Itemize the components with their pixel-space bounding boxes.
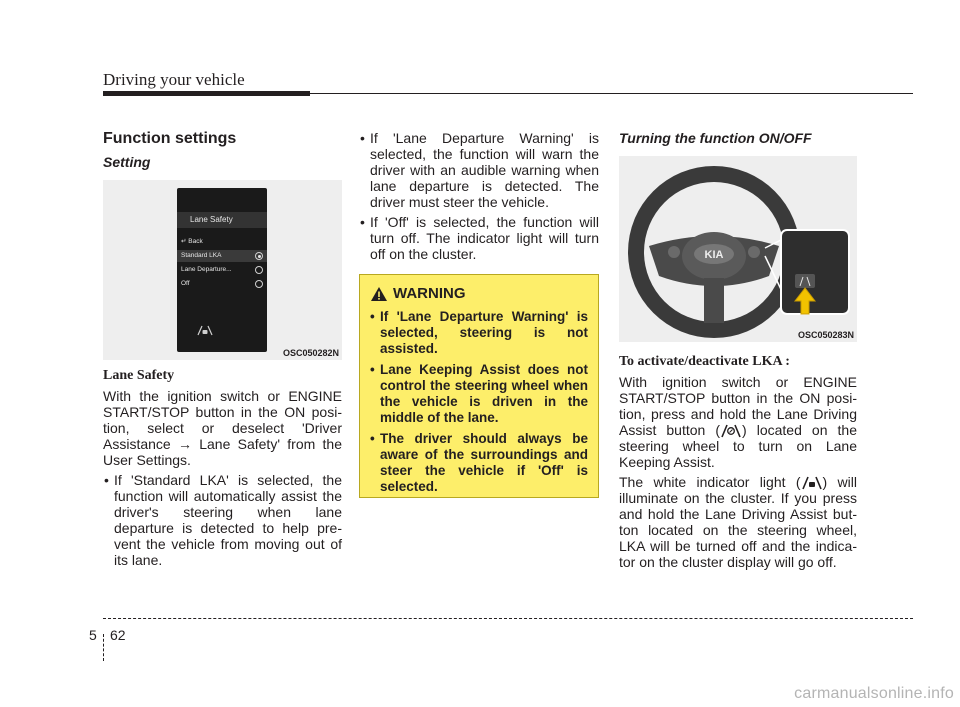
paragraph xyxy=(619,374,857,470)
screen-option-label: Lane Departure... xyxy=(181,266,232,273)
bullet-list xyxy=(359,130,599,262)
column-left xyxy=(103,130,342,572)
paragraph-text: The white indicator light ( xyxy=(619,474,801,490)
lane-car-icon xyxy=(197,324,213,336)
paragraph-text: ) located on the steering wheel to turn on Lane Keeping Assist. xyxy=(619,422,857,470)
screen-title: Lane Safety xyxy=(177,212,267,228)
running-header: Driving your vehicle xyxy=(103,70,245,89)
watermark[interactable]: carmanualsonline.info xyxy=(794,685,954,702)
page-number: 62 xyxy=(110,627,126,643)
figure-settings-screen xyxy=(103,180,342,360)
header-rule-thick xyxy=(103,91,310,96)
lane-indicator-icon xyxy=(801,476,823,490)
column-right xyxy=(619,130,857,574)
warning-icon xyxy=(370,286,388,302)
bullet-item: • If 'Off' is selected, the function will turn off. The indicator light will turn off on the cluster. xyxy=(359,214,599,262)
figure-code: OSC050282N xyxy=(282,348,339,358)
paragraph-text: ) will illuminate on the cluster. If you press and hold the Lane Driving Assist but-ton located on the steering wheel, LKA will be turned off and the indica-tor on the cluster display will go off. xyxy=(619,474,857,570)
cluster-display xyxy=(177,188,267,352)
footer-divider xyxy=(103,634,104,661)
paragraph-text: With ignition switch or ENGINE START/STOP button in the ON posi-tion, press and hold the Lane Driving Assist button ( xyxy=(619,374,857,438)
warning-item: • Lane Keeping Assist does not control the steering wheel when the vehicle is driven in the middle of the lane. xyxy=(370,362,588,426)
screen-back: ↵ Back xyxy=(181,238,203,245)
bullet-item: • If 'Lane Departure Warning' is selected, the function will warn the driver with an audible warning when lane departure is detected. The driver must steer the vehicle. xyxy=(359,130,599,210)
screen-option-3 xyxy=(177,278,267,290)
lane-driving-assist-icon xyxy=(720,424,742,438)
radio-selected-icon xyxy=(255,252,263,260)
bullet-list xyxy=(103,472,342,568)
bullet-item: • If 'Standard LKA' is selected, the function will automatically assist the driver's steering when lane departure is detected to help pre-vent the vehicle from moving out of its lane. xyxy=(103,472,342,568)
paragraph xyxy=(619,474,857,570)
warning-title: WARNING xyxy=(393,285,466,302)
paragraph: With the ignition switch or ENGINE START/STOP button in the ON posi-tion, select or deselect 'Driver Assistance → Lane Safety' from the User Settings. xyxy=(103,388,342,468)
radio-icon xyxy=(255,280,263,288)
screen-option-label: Off xyxy=(181,280,190,287)
footer-rule xyxy=(103,618,913,619)
steering-wheel-illustration xyxy=(619,156,857,342)
warning-item: • The driver should always be aware of the surroundings and steer the vehicle if 'Off' is selected. xyxy=(370,431,588,495)
kia-logo: KIA xyxy=(704,249,724,261)
warning-list xyxy=(370,309,588,495)
screen-option-2 xyxy=(177,264,267,276)
warning-item: • If 'Lane Departure Warning' is selected, steering is not assisted. xyxy=(370,309,588,357)
sub-title-on-off: Turning the function ON/OFF xyxy=(619,130,812,146)
warning-box xyxy=(359,274,599,498)
section-number: 5 xyxy=(89,627,97,643)
section-title: Function settings xyxy=(103,130,237,147)
warning-header xyxy=(370,285,588,302)
screen-option-label: Standard LKA xyxy=(181,252,222,259)
radio-icon xyxy=(255,266,263,274)
figure-code: OSC050283N xyxy=(797,330,854,340)
column-middle xyxy=(359,130,599,498)
heading-lane-safety: Lane Safety xyxy=(103,368,175,383)
heading-activate: To activate/deactivate LKA : xyxy=(619,354,790,369)
screen-option-1 xyxy=(177,250,267,262)
figure-steering-wheel xyxy=(619,156,857,342)
sub-title-setting: Setting xyxy=(103,154,151,170)
header-rule-thin xyxy=(310,93,913,94)
